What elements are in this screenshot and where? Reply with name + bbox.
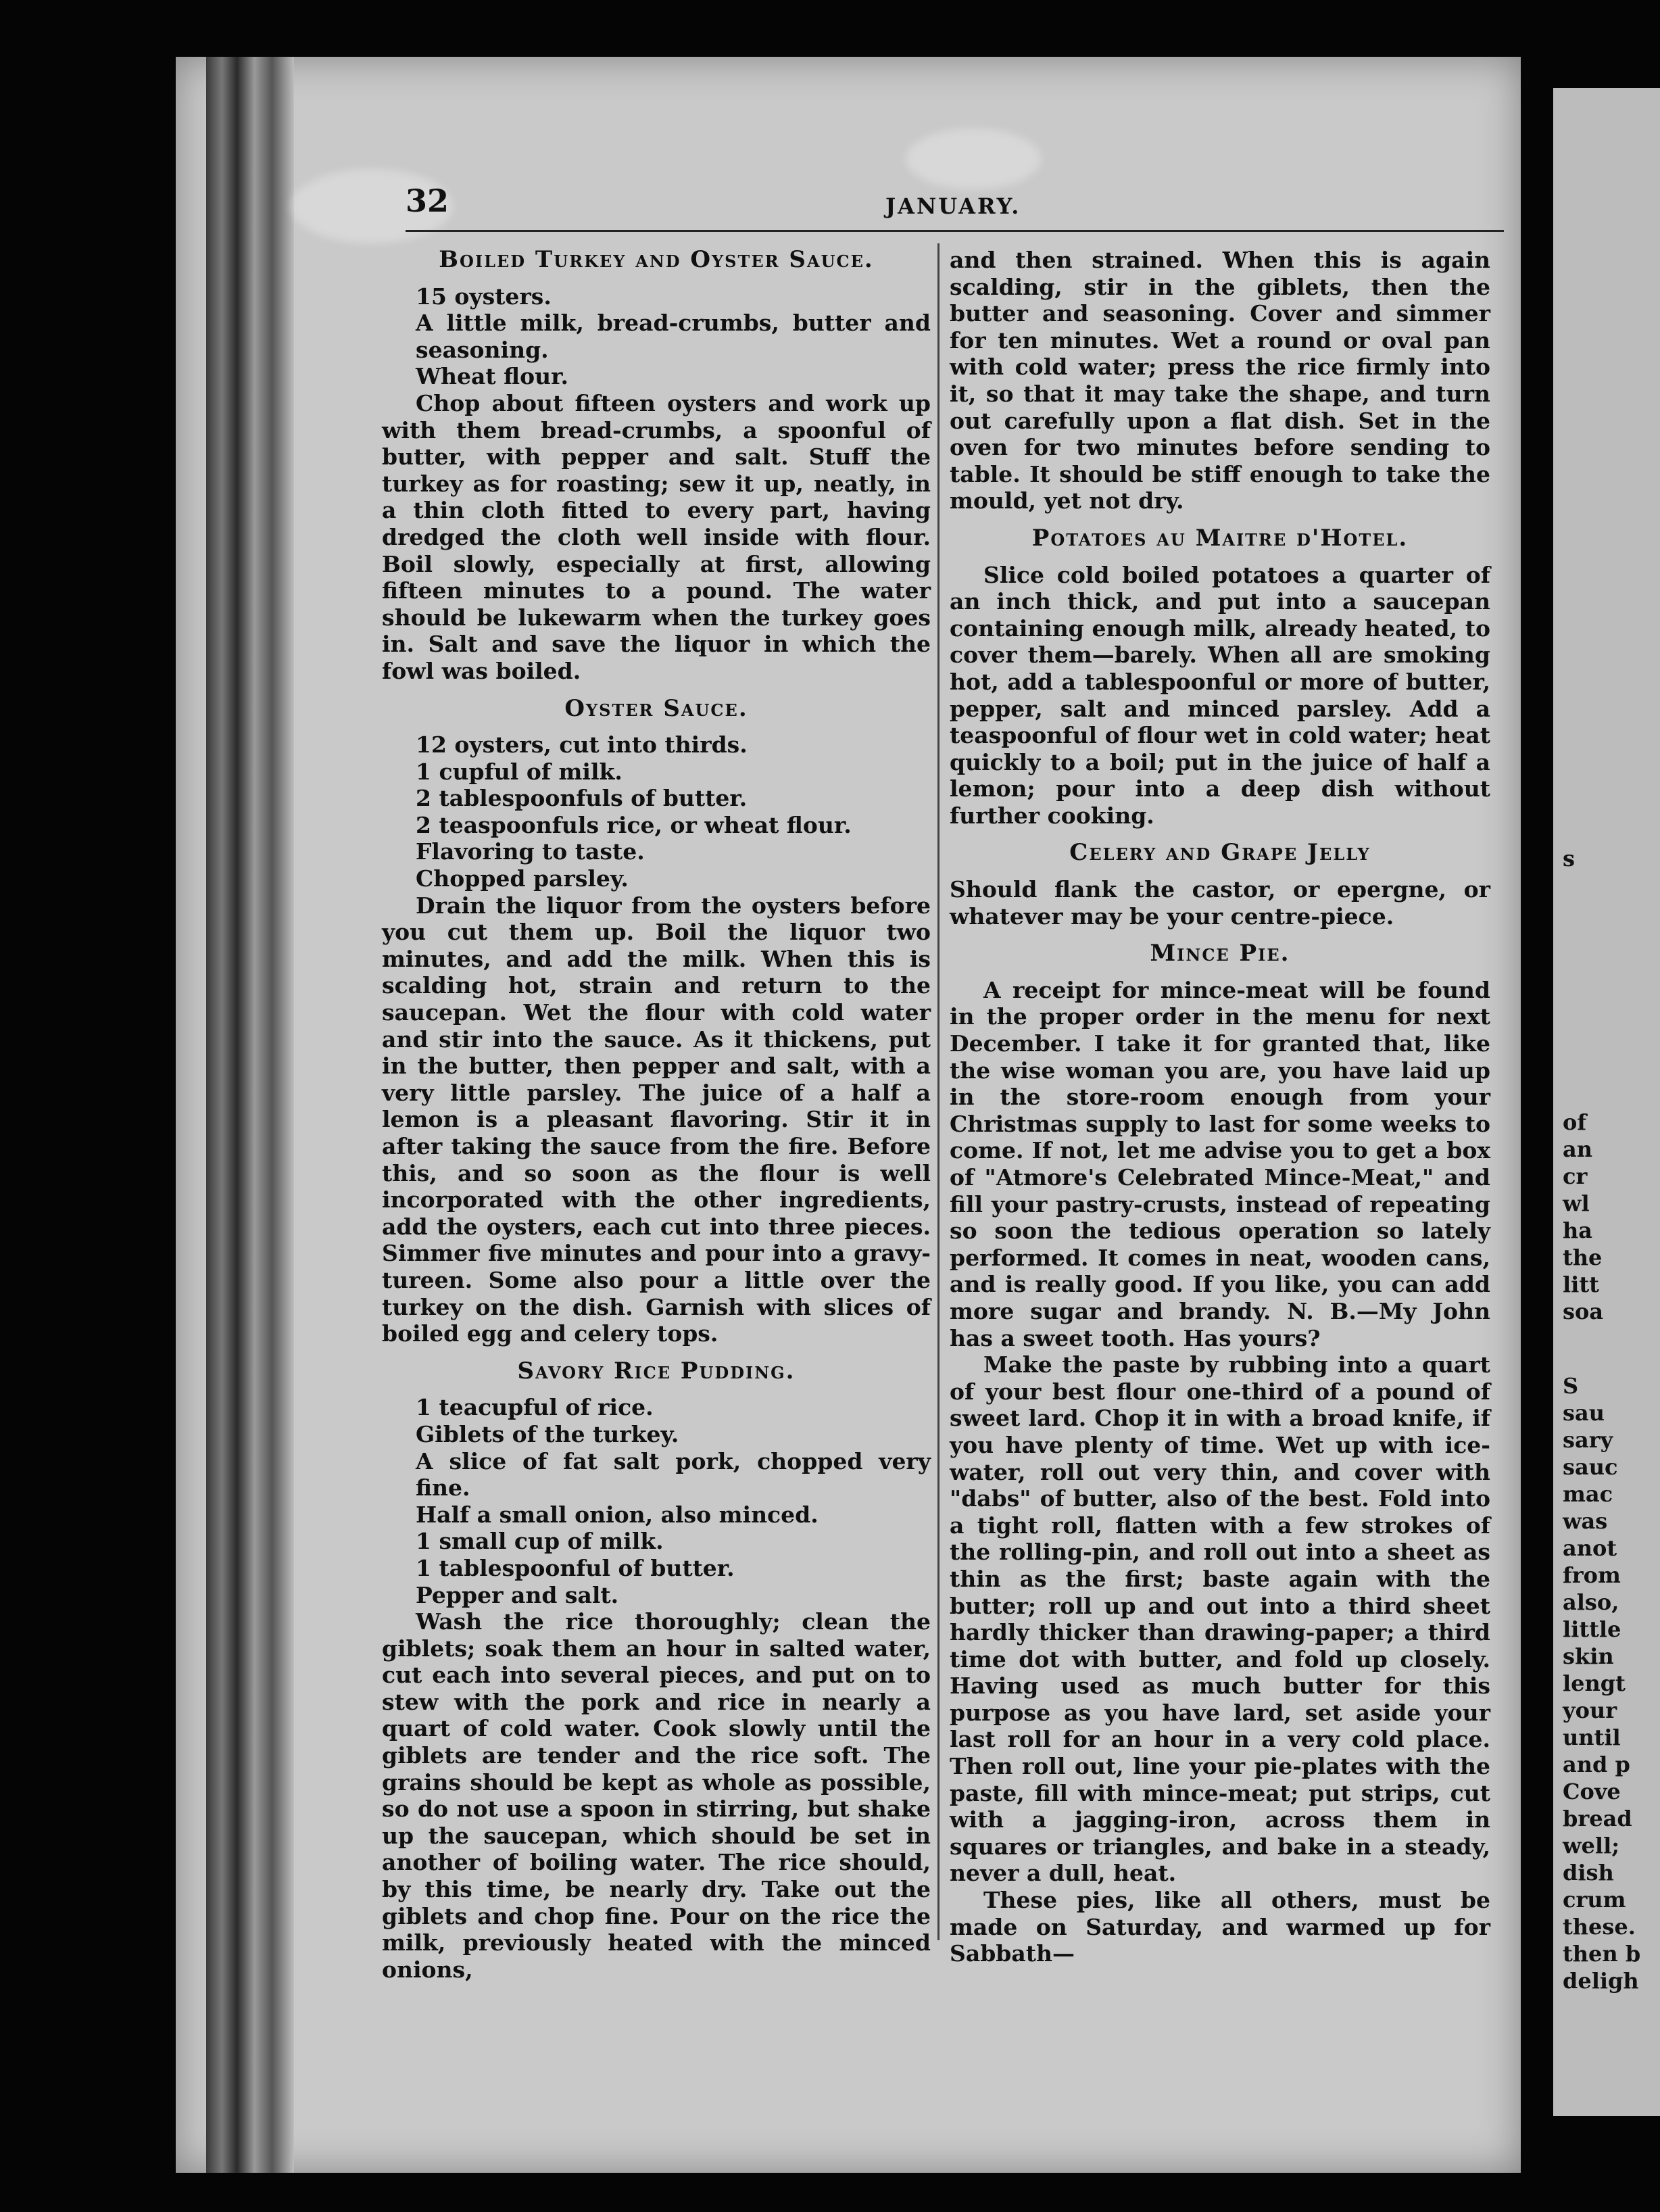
recipe-heading: Oyster Sauce. — [564, 694, 748, 722]
facing-page-fragment: until — [1563, 1725, 1621, 1750]
facing-page-fragment: bread — [1563, 1806, 1632, 1831]
facing-page — [1553, 88, 1660, 2116]
ingredient-line: 1 cupful of milk. — [416, 758, 622, 785]
ingredient-line: 15 oysters. — [416, 283, 552, 310]
paragraph: Make the paste by rubbing into a quart of your best flour one-third of a pound of sweet lard. Chop it in with a broad knife, if you have plenty of time. Wet up with ice-water, roll out very thin, and cover with "dabs" of butter, also of the best. Fold into a tight roll, flatten with a few strokes of the rolling-pin, and roll out into a sheet as thin as the first; baste again with the butter; roll up and out into a third sheet hardly thicker than drawing-paper; a third time dot with butter, and fold up closely. Having used as much butter for this purpose as you have lard, set aside your last roll for an hour in a very cold place. Then roll out, line your pie-plates with the paste, fill with mince-meat; put strips, cut with a jagging-iron, across them in squares or triangles, and bake in a steady, never a dull, heat. — [950, 1351, 1490, 1887]
facing-page-fragment: was — [1563, 1508, 1608, 1534]
facing-page-fragment: S — [1563, 1373, 1579, 1399]
facing-page-fragment: ha — [1563, 1218, 1592, 1243]
running-head: JANUARY. — [885, 193, 1021, 219]
facing-page-fragment: soa — [1563, 1299, 1604, 1324]
facing-page-fragment: wl — [1563, 1191, 1590, 1216]
facing-page-fragment: well; — [1563, 1833, 1620, 1858]
facing-page-fragment: litt — [1563, 1272, 1599, 1297]
page-number: 32 — [406, 183, 449, 219]
paragraph: Should flank the castor, or epergne, or whatever may be your centre-piece. — [950, 876, 1490, 930]
ingredient-line: A slice of fat salt pork, chopped very fine. — [416, 1447, 931, 1501]
facing-page-fragment: sau — [1563, 1400, 1605, 1426]
facing-page-fragment: of — [1563, 1109, 1587, 1135]
facing-page-fragment: sauc — [1563, 1454, 1618, 1480]
ingredient-line: A little milk, bread-crumbs, butter and seasoning. — [416, 310, 931, 363]
ingredient-line: Pepper and salt. — [416, 1581, 619, 1608]
recipe-heading: Potatoes au Maitre d'Hotel. — [1031, 524, 1409, 552]
right-column — [950, 247, 1490, 1967]
facing-page-fragment: Cove — [1563, 1779, 1621, 1804]
recipe-heading: Celery and Grape Jelly — [1069, 839, 1371, 867]
facing-page-fragment: from — [1563, 1562, 1621, 1588]
facing-page-fragment: s — [1563, 846, 1576, 871]
ingredient-line: 1 tablespoonful of butter. — [416, 1554, 735, 1581]
paragraph: Slice cold boiled potatoes a quarter of an inch thick, and put into a saucepan containing enough milk, already heated, to cover them—barely. When all are smoking hot, add a tablespoonful or more of butter, pepper, salt and minced parsley. Add a teaspoonful of flour wet in cold water; heat quickly to a boil; put in the juice of half a lemon; pour into a deep dish without further cooking. — [950, 561, 1490, 829]
facing-page-fragment: lengt — [1563, 1670, 1626, 1696]
paragraph: A receipt for mince-meat will be found in the proper order in the menu for next December. I take it for granted that, like the wise woman you are, you have laid up in the store-room enough from your Christmas supply to last for some weeks to come. If not, let me advise you to get a box of "Atmore's Celebrated Mince-Meat," and fill your pastry-crusts, instead of repeating so soon the tedious operation so lately performed. It comes in neat, wooden cans, and is really good. If you like, you can add more sugar and brandy. N. B.—My John has a sweet tooth. Has yours? — [950, 976, 1490, 1351]
facing-page-fragment: mac — [1563, 1481, 1613, 1507]
recipe-heading: Boiled Turkey and Oyster Sauce. — [439, 246, 874, 273]
facing-page-fragment: crum — [1563, 1887, 1626, 1913]
left-column — [382, 247, 931, 1983]
recipe-heading: Savory Rice Pudding. — [517, 1357, 796, 1385]
ingredient-line: 12 oysters, cut into thirds. — [416, 731, 748, 759]
facing-page-fragment: your — [1563, 1698, 1617, 1723]
facing-page-fragment: little — [1563, 1616, 1621, 1642]
ingredient-line: 1 small cup of milk. — [416, 1528, 664, 1555]
facing-page-fragment: then b — [1563, 1941, 1641, 1967]
ingredient-line: Flavoring to taste. — [416, 838, 645, 865]
ingredient-line: Wheat flour. — [416, 363, 569, 390]
facing-page-fragment: and p — [1563, 1752, 1630, 1777]
paragraph: Wash the rice thoroughly; clean the giblets; soak them an hour in salted water, cut each into several pieces, and put on to stew with the pork and rice in nearly a quart of cold water. Cook slowly until the giblets are tender and the rice soft. The grains should be kept as whole as possible, so do not use a spoon in stirring, but shake up the saucepan, which should be set in another of boiling water. The rice should, by this time, be nearly dry. Take out the giblets and chop fine. Pour on the rice the milk, previously heated with the minced onions, — [382, 1608, 931, 1983]
facing-page-fragment: an — [1563, 1136, 1592, 1162]
facing-page-fragment: the — [1563, 1245, 1603, 1270]
facing-page-fragment: skin — [1563, 1643, 1614, 1669]
ingredient-line: Giblets of the turkey. — [416, 1420, 679, 1447]
facing-page-fragment: dish — [1563, 1860, 1614, 1885]
facing-page-fragment: these. — [1563, 1914, 1636, 1940]
facing-page-fragment: cr — [1563, 1163, 1588, 1189]
facing-page-fragment: also, — [1563, 1589, 1619, 1615]
facing-page-fragment: anot — [1563, 1535, 1617, 1561]
recipe-heading: Mince Pie. — [1150, 940, 1290, 967]
page-header — [406, 183, 1504, 232]
ingredient-line: Chopped parsley. — [416, 865, 629, 892]
paper-smudge — [906, 128, 1041, 189]
ingredient-line: 1 teacupful of rice. — [416, 1394, 654, 1421]
column-divider — [937, 243, 939, 1940]
ingredient-line: 2 tablespoonfuls of butter. — [416, 785, 748, 812]
facing-page-fragment: deligh — [1563, 1968, 1639, 1994]
ingredient-line: Half a small onion, also minced. — [416, 1501, 819, 1528]
paragraph: and then strained. When this is again scalding, stir in the giblets, then the butter and seasoning. Cover and simmer for ten minutes. Wet a round or oval pan with cold water; press the rice firmly into it, so that it may take the shape, and turn out carefully upon a flat dish. Set in the oven for two minutes before sending to table. It should be stiff enough to take the mould, yet not dry. — [950, 247, 1490, 514]
book-binding — [206, 57, 294, 2173]
paragraph: Drain the liquor from the oysters before you cut them up. Boil the liquor two minutes, and add the milk. When this is scalding hot, strain and return to the saucepan. Wet the flour with cold water and stir into the sauce. As it thickens, put in the butter, then pepper and salt, with a very little parsley. The juice of a half a lemon is a pleasant flavoring. Stir it in after taking the sauce from the fire. Before this, and so soon as the flour is well incorporated with the other ingredients, add the oysters, each cut into three pieces. Simmer five minutes and pour into a gravy-tureen. Some also pour a little over the turkey on the dish. Garnish with slices of boiled egg and celery tops. — [382, 892, 931, 1347]
facing-page-fragment: sary — [1563, 1427, 1613, 1453]
paragraph: These pies, like all others, must be made on Saturday, and warmed up for Sabbath— — [950, 1887, 1490, 1967]
ingredient-line: 2 teaspoonfuls rice, or wheat flour. — [416, 811, 852, 838]
paragraph: Chop about fifteen oysters and work up with them bread-crumbs, a spoonful of butter, with pepper and salt. Stuff the turkey as for roasting; sew it up, neatly, in a thin cloth fitted to every part, having dredged the cloth well inside with flour. Boil slowly, especially at first, allowing fifteen minutes to a pound. The water should be lukewarm when the turkey goes in. Salt and save the liquor in which the fowl was boiled. — [382, 389, 931, 684]
